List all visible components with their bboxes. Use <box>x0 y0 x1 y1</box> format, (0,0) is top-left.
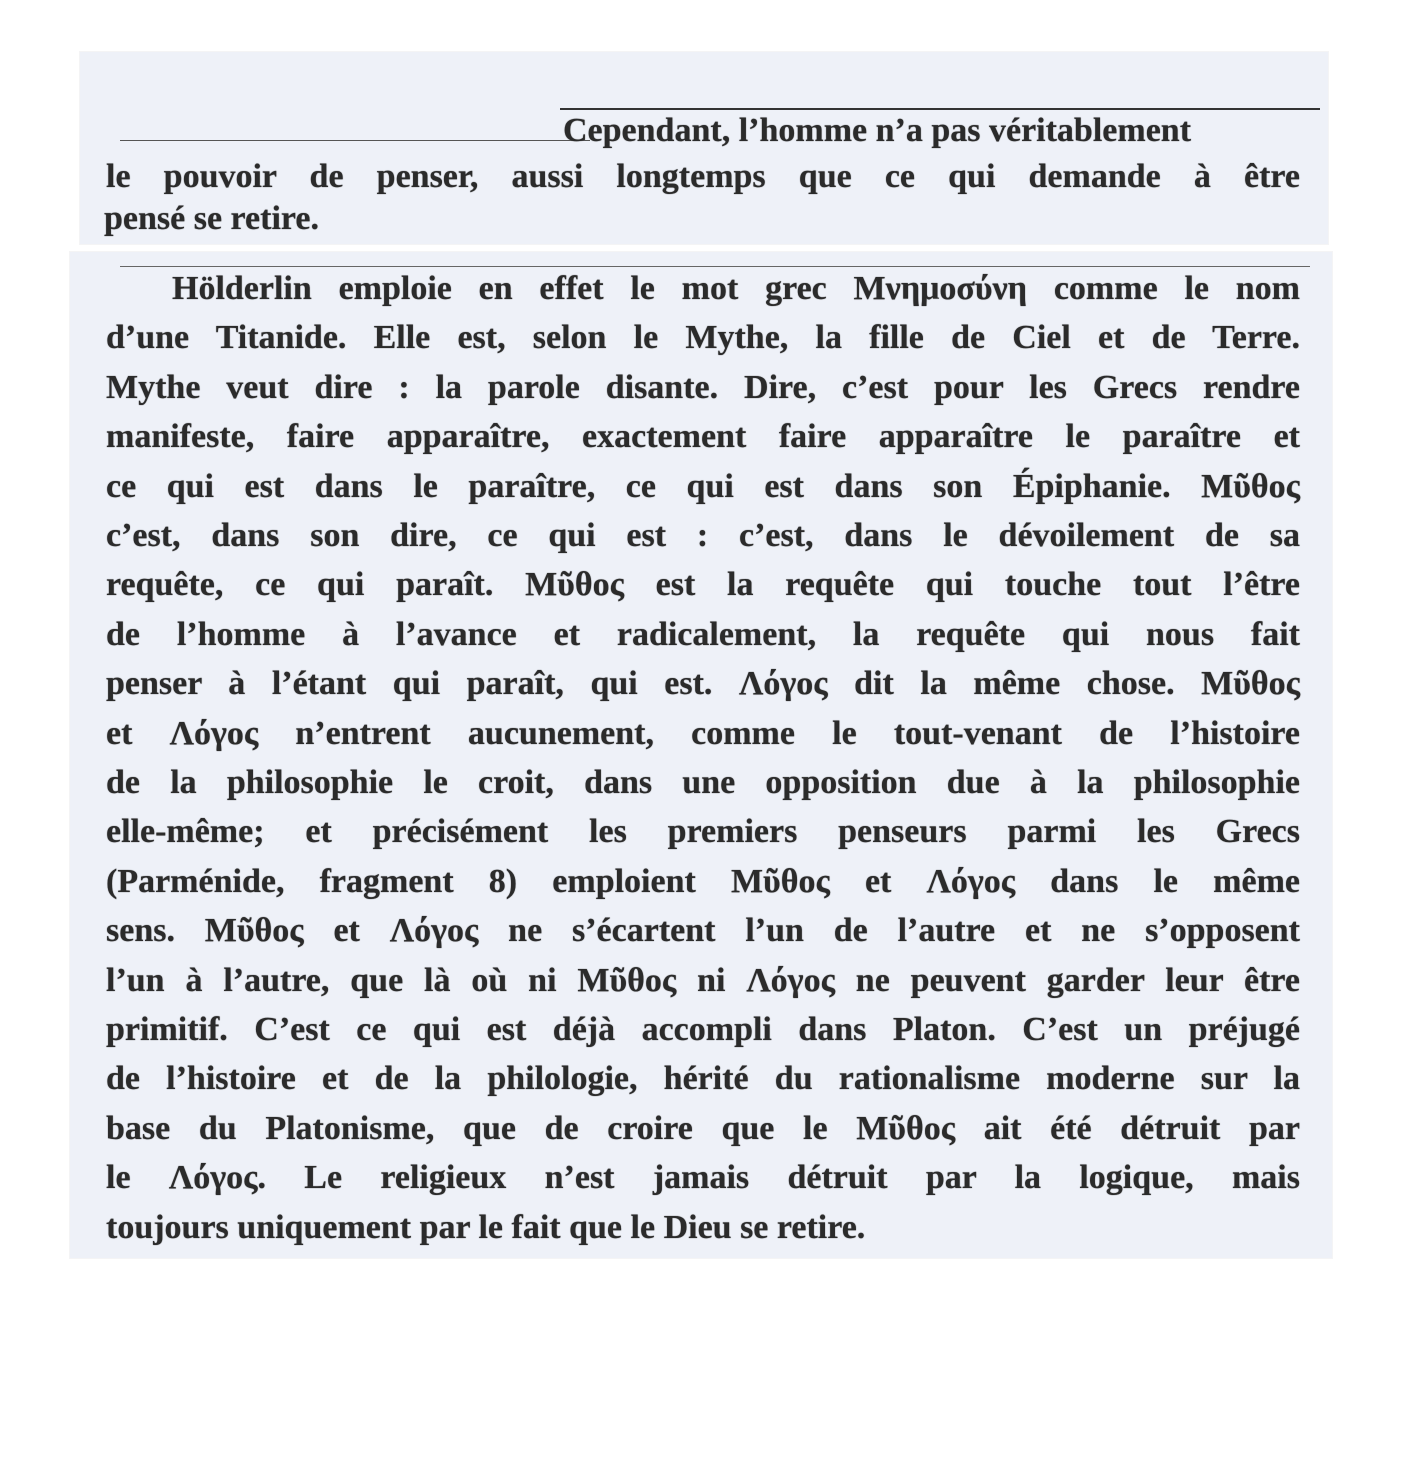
main-line-3: Mythe veut dire : la parole disante. Dire, c’est pour les Grecs rendre <box>106 368 1300 406</box>
top-line-3: pensé se retire. <box>104 200 319 237</box>
main-line-15: l’un à l’autre, que là où ni Μῦθος ni Λόγος ne peuvent garder leur être <box>106 961 1300 999</box>
main-line-1: Hölderlin emploie en effet le mot grec Μνημοσύνη comme le nom <box>172 270 1300 307</box>
main-line-20: toujours uniquement par le fait que le Dieu se retire. <box>106 1208 866 1246</box>
main-line-13: (Parménide, fragment 8) emploient Μῦθος et Λόγος dans le même <box>106 862 1300 900</box>
main-line-7: requête, ce qui paraît. Μῦθος est la requête qui touche tout l’être <box>106 566 1300 604</box>
main-line-18: base du Platonisme, que de croire que le Μῦθος ait été détruit par <box>106 1109 1300 1147</box>
main-line-16: primitif. C’est ce qui est déjà accompli dans Platon. C’est un préjugé <box>106 1011 1300 1048</box>
main-line-9: penser à l’étant qui paraît, qui est. Λόγος dit la même chose. Μῦθος <box>106 665 1300 703</box>
main-line-6: c’est, dans son dire, ce qui est : c’est, dans le dévoilement de sa <box>106 517 1300 554</box>
top-line-2: le pouvoir de penser, aussi longtemps que ce qui demande à être <box>106 158 1300 195</box>
main-line-10: et Λόγος n’entrent aucunement, comme le tout-venant de l’histoire <box>106 714 1300 752</box>
main-line-11: de la philosophie le croit, dans une opposition due à la philosophie <box>106 764 1300 801</box>
main-line-14: sens. Μῦθος et Λόγος ne s’écartent l’un de l’autre et ne s’opposent <box>106 912 1300 950</box>
main-line-8: de l’homme à l’avance et radicalement, la requête qui nous fait <box>106 615 1300 653</box>
main-line-5: ce qui est dans le paraître, ce qui est dans son Épiphanie. Μῦθος <box>106 467 1300 505</box>
main-line-17: de l’histoire et de la philologie, hérité du rationalisme moderne sur la <box>106 1060 1300 1098</box>
main-line-12: elle-même; et précisément les premiers penseurs parmi les Grecs <box>106 813 1300 851</box>
clip-edge-line <box>120 140 590 141</box>
top-line-1: Cependant, l’homme n’a pas véritablement <box>563 112 1192 149</box>
main-line-2: d’une Titanide. Elle est, selon le Mythe, la fille de Ciel et de Terre. <box>106 319 1300 357</box>
clip-edge-line <box>120 266 1310 267</box>
main-line-4: manifeste, faire apparaître, exactement faire apparaître le paraître et <box>106 418 1300 456</box>
clip-edge-line <box>560 108 1320 110</box>
main-line-19: le Λόγος. Le religieux n’est jamais détruit par la logique, mais <box>106 1159 1300 1197</box>
